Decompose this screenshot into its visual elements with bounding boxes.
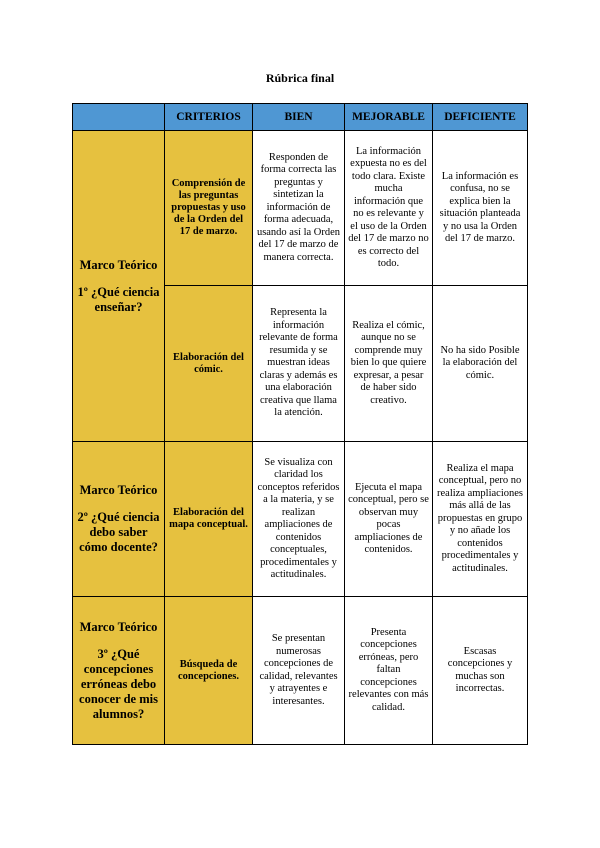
section-label-2 xyxy=(73,442,165,597)
header-blank xyxy=(73,104,165,131)
bien-cell: Se presentan numerosas concepciones de calidad, relevantes y atrayentes e interesantes. xyxy=(253,597,345,745)
table-row xyxy=(73,442,528,597)
deficiente-cell: Realiza el mapa conceptual, pero no realiza ampliaciones más allá de las propuestas en grupo y no añade los contenidos procedimentales y actitudinales. xyxy=(433,442,528,597)
section-label-1 xyxy=(73,131,165,442)
section-label-3 xyxy=(73,597,165,745)
mejorable-cell: Presenta concepciones erróneas, pero faltan concepciones relevantes con más calidad. xyxy=(345,597,433,745)
bien-cell: Representa la información relevante de forma resumida y se muestran ideas claras y además es una elaboración creativa que llama la atención. xyxy=(253,286,345,442)
mejorable-cell: Ejecuta el mapa conceptual, pero se observan muy pocas ampliaciones de contenidos. xyxy=(345,442,433,597)
mejorable-cell: Realiza el cómic, aunque no se comprende muy bien lo que quiere expresar, a pesar de haber sido creativo. xyxy=(345,286,433,442)
section-question: 2º ¿Qué ciencia debo saber cómo docente? xyxy=(77,510,160,554)
table-row xyxy=(73,131,528,286)
criterio-cell: Elaboración del cómic. xyxy=(165,286,253,442)
deficiente-cell: La información es confusa, no se explica bien la situación planteada y no usa la Orden del 17 de marzo. xyxy=(433,131,528,286)
rubric-table xyxy=(72,103,528,745)
deficiente-cell: Escasas concepciones y muchas son incorrectas. xyxy=(433,597,528,745)
bien-cell: Se visualiza con claridad los conceptos referidos a la materia, y se realizan ampliaciones de contenidos conceptuales, procedimentales y actitudinales. xyxy=(253,442,345,597)
marco-label: Marco Teórico xyxy=(79,619,158,634)
criterio-cell: Elaboración del mapa conceptual. xyxy=(165,442,253,597)
criterio-cell: Búsqueda de concepciones. xyxy=(165,597,253,745)
header-deficiente: DEFICIENTE xyxy=(433,104,528,131)
header-row xyxy=(73,104,528,131)
section-question: 1º ¿Qué ciencia enseñar? xyxy=(77,284,160,314)
deficiente-cell: No ha sido Posible la elaboración del cómic. xyxy=(433,286,528,442)
marco-label: Marco Teórico xyxy=(79,257,158,272)
marco-label: Marco Teórico xyxy=(79,483,158,497)
section-question: 3º ¿Qué concepciones erróneas debo conocer de mis alumnos? xyxy=(79,646,158,721)
table-row xyxy=(73,597,528,745)
header-mejorable: MEJORABLE xyxy=(345,104,433,131)
header-bien: BIEN xyxy=(253,104,345,131)
mejorable-cell: La información expuesta no es del todo clara. Existe mucha información que no es relevante y el uso de la Orden del 17 de marzo no es correcto del todo. xyxy=(345,131,433,286)
bien-cell: Responden de forma correcta las preguntas y sintetizan la información de forma adecuada, usando así la Orden del 17 de marzo de manera correcta. xyxy=(253,131,345,286)
criterio-cell: Comprensión de las preguntas propuestas y uso de la Orden del 17 de marzo. xyxy=(165,131,253,286)
header-criterios: CRITERIOS xyxy=(165,104,253,131)
document-title: Rúbrica final xyxy=(265,71,335,85)
